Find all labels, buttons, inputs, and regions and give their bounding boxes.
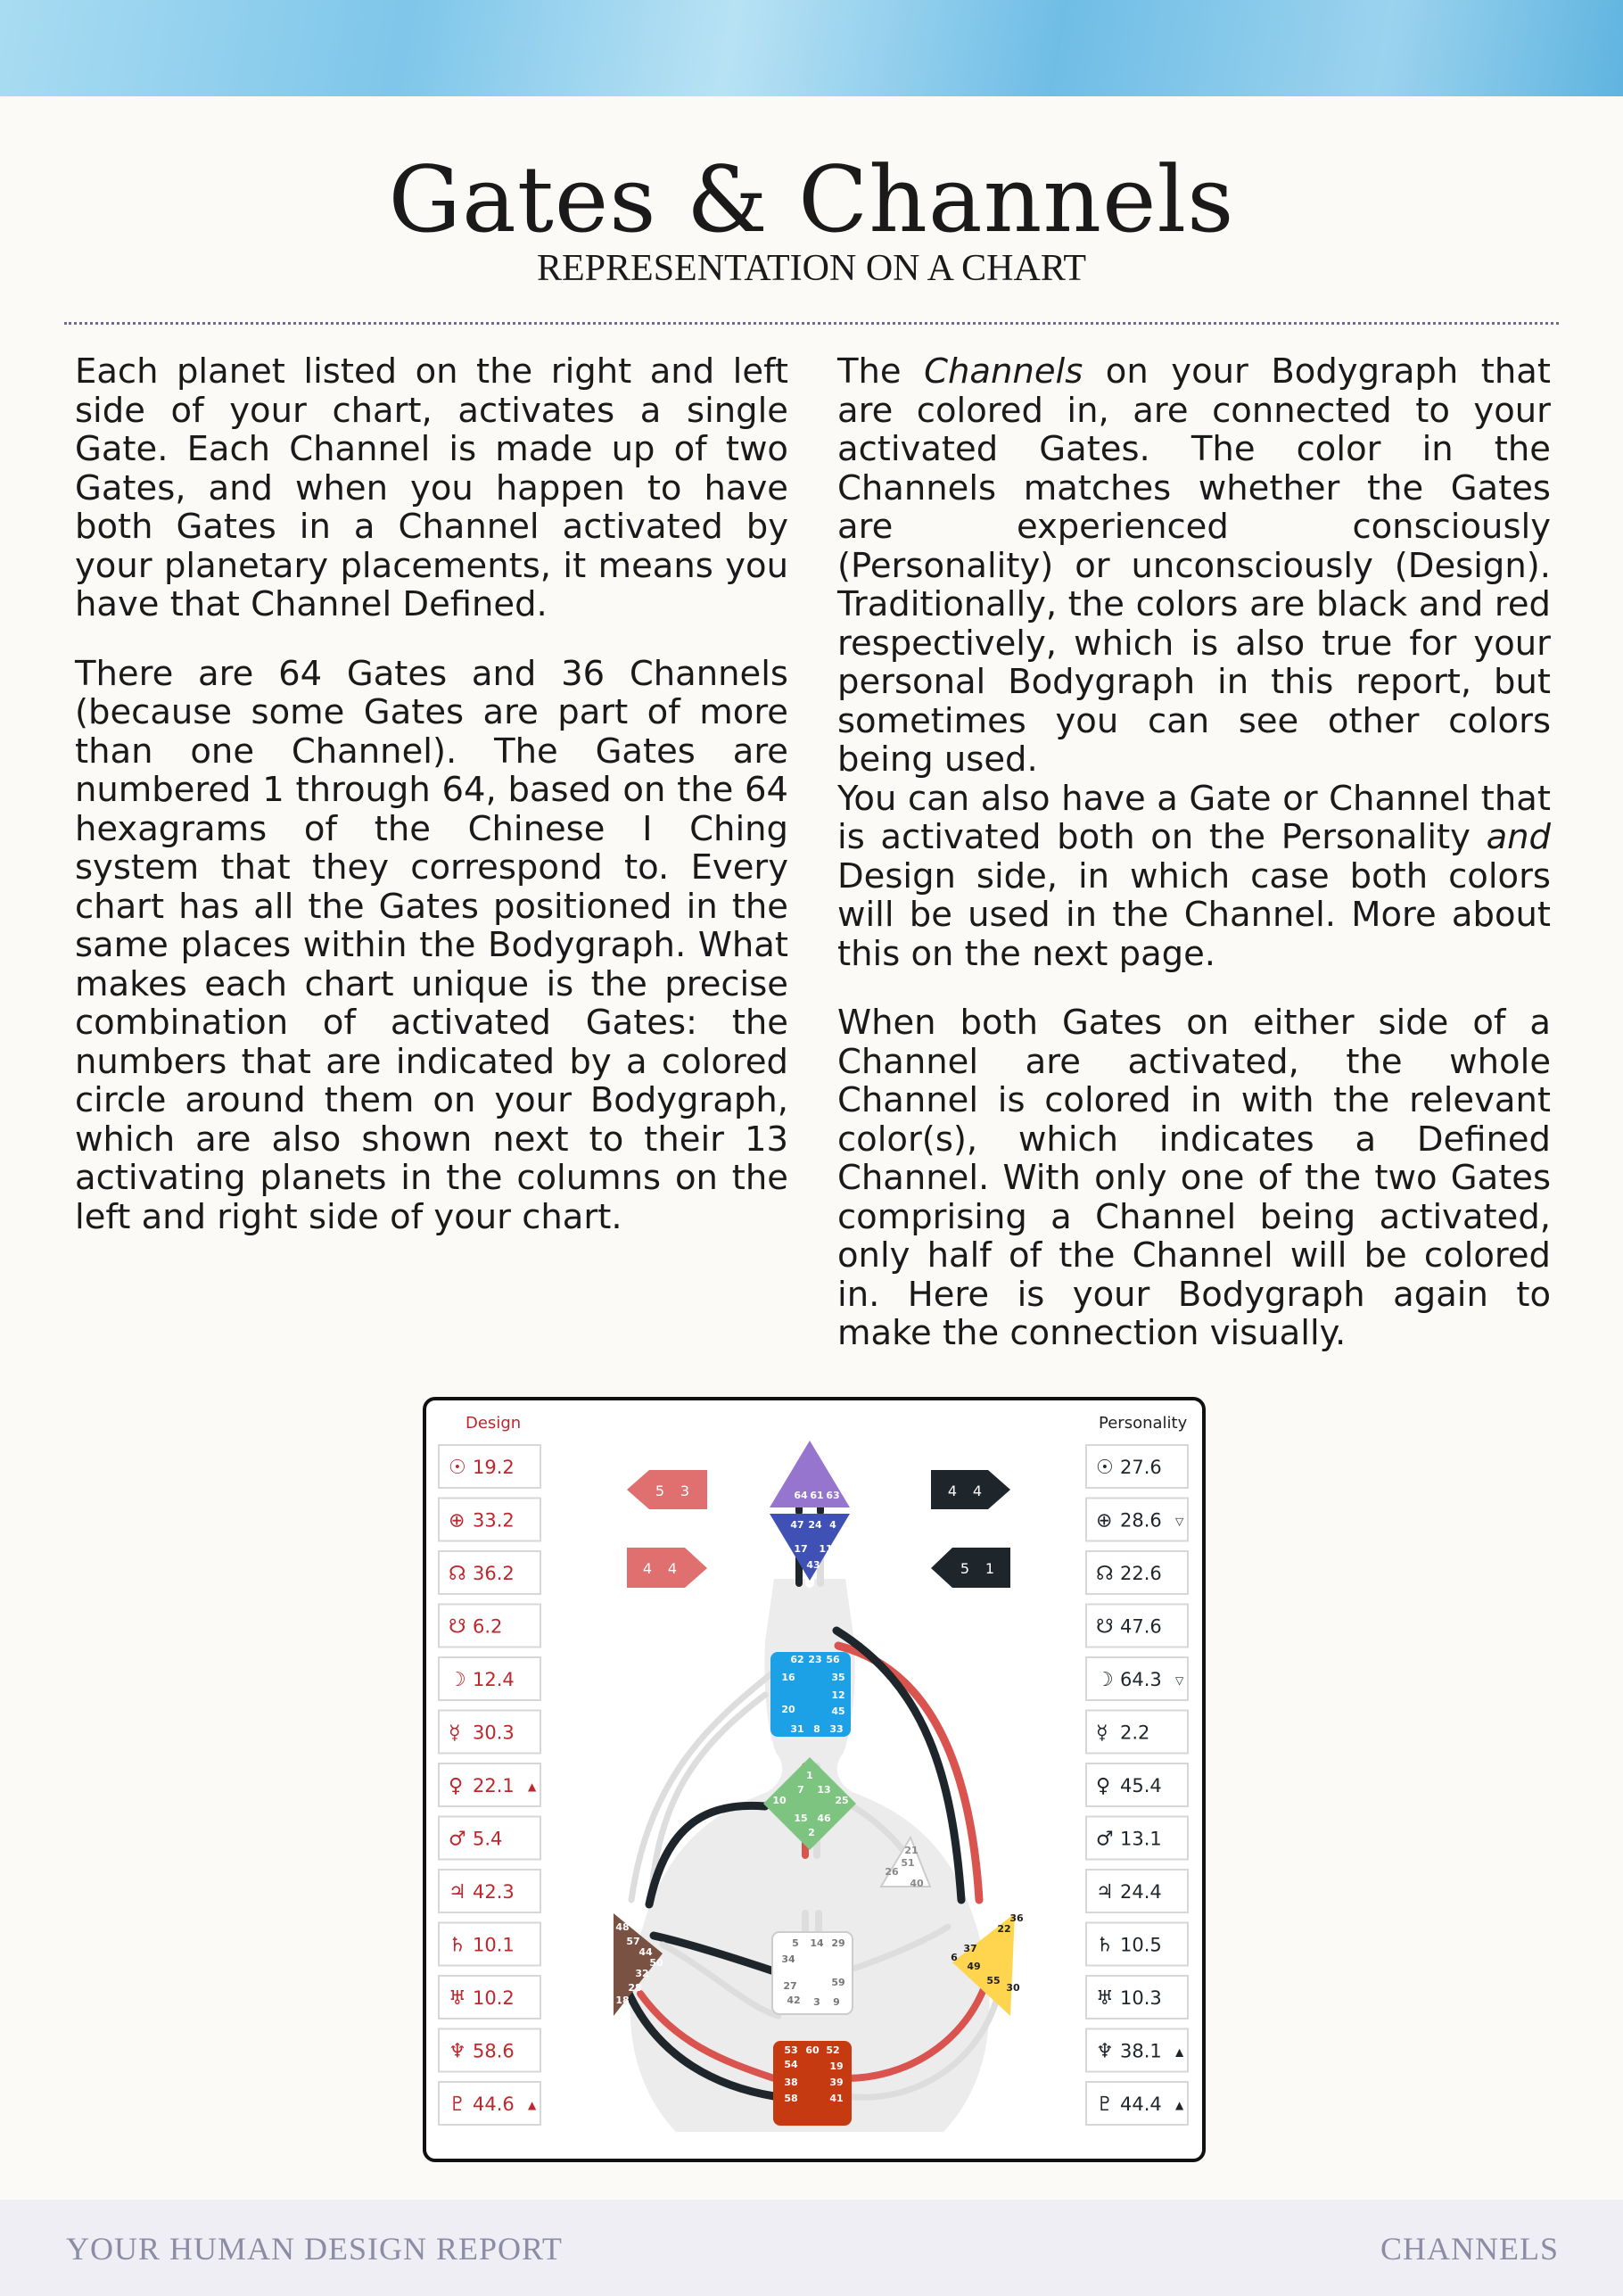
gate-number: 6 bbox=[951, 1952, 958, 1963]
gate-number: 16 bbox=[781, 1672, 795, 1683]
italic-text-run: Channels bbox=[924, 351, 1083, 392]
planet-row bbox=[1086, 1499, 1188, 1541]
gate-number: 2 bbox=[808, 1827, 815, 1838]
north-node-icon: ☊ bbox=[1096, 1563, 1114, 1585]
earth-icon: ⊕ bbox=[1096, 1509, 1113, 1532]
mars-icon: ♂ bbox=[449, 1828, 466, 1851]
planet-row bbox=[1086, 1976, 1188, 2019]
planet-gate-value: 30.3 bbox=[473, 1722, 515, 1744]
gate-number: 5 bbox=[792, 1937, 799, 1949]
planet-gate-value: 27.6 bbox=[1120, 1457, 1162, 1478]
arrow-value: 1 bbox=[985, 1560, 995, 1577]
arrow-top-right bbox=[931, 1470, 1010, 1509]
planet-gate-value: 22.6 bbox=[1120, 1563, 1162, 1584]
text-run: The bbox=[837, 351, 925, 392]
pluto-icon: ♇ bbox=[449, 2094, 466, 2116]
gate-number: 28 bbox=[628, 1982, 642, 1994]
gate-number: 20 bbox=[781, 1704, 795, 1715]
gate-number: 36 bbox=[1009, 1912, 1024, 1924]
planet-gate-value: 44.6 bbox=[473, 2094, 515, 2115]
arrow-value: 3 bbox=[680, 1482, 690, 1499]
south-node-icon: ☋ bbox=[1096, 1615, 1114, 1639]
gate-number: 60 bbox=[805, 2044, 820, 2056]
gate-number: 35 bbox=[831, 1672, 845, 1683]
gate-number: 8 bbox=[813, 1723, 820, 1735]
planet-gate-value: 10.1 bbox=[473, 1934, 515, 1956]
gate-number: 42 bbox=[787, 1995, 801, 2006]
text-run: on your Bodygraph that are colored in, are connected to your activated Gates. The color in the Channels matches whether the Gates are experienced consciously (Personality) or unconsciously (Design). Traditionally, the colors are black and red respectively, which is also true for your personal Bodygraph in this report, but sometimes you can see other colors being used. bbox=[837, 351, 1551, 780]
gate-number: 22 bbox=[997, 1923, 1011, 1935]
gate-number: 21 bbox=[904, 1845, 919, 1856]
page-title: Gates & Channels bbox=[388, 147, 1235, 253]
arrow-value: 5 bbox=[960, 1560, 970, 1577]
gate-number: 23 bbox=[808, 1654, 822, 1665]
gate-number: 50 bbox=[649, 1957, 663, 1969]
right-text-column bbox=[837, 352, 1551, 1383]
planet-row bbox=[439, 1870, 540, 1912]
right-paragraph-1 bbox=[837, 352, 1551, 780]
arrow-value: 4 bbox=[972, 1482, 983, 1499]
footer-section-name: CHANNELS bbox=[1380, 2231, 1559, 2267]
planet-gate-value: 10.5 bbox=[1120, 1934, 1162, 1956]
gate-number: 55 bbox=[986, 1975, 1001, 1986]
arrow-top-left bbox=[627, 1470, 707, 1509]
planet-row bbox=[439, 1976, 540, 2019]
south-node-icon: ☋ bbox=[449, 1615, 466, 1639]
planet-row bbox=[1086, 1870, 1188, 1912]
planet-row bbox=[439, 2029, 540, 2072]
venus-icon: ♀ bbox=[449, 1775, 464, 1797]
pluto-icon: ♇ bbox=[1096, 2094, 1114, 2116]
gate-number: 12 bbox=[831, 1689, 845, 1701]
dotted-divider bbox=[64, 322, 1559, 325]
saturn-icon: ♄ bbox=[449, 1934, 466, 1957]
planet-gate-value: 19.2 bbox=[473, 1457, 515, 1478]
arrow-value: 4 bbox=[642, 1560, 653, 1577]
gate-number: 15 bbox=[794, 1813, 808, 1824]
gate-number: 7 bbox=[797, 1784, 804, 1796]
planet-gate-value: 5.4 bbox=[473, 1828, 503, 1850]
fixing-mark-icon: ▽ bbox=[1175, 1674, 1184, 1687]
gate-number: 13 bbox=[817, 1784, 831, 1796]
gate-number: 3 bbox=[813, 1996, 820, 2008]
gate-number: 39 bbox=[829, 2077, 844, 2088]
planet-row bbox=[439, 1711, 540, 1754]
gate-number: 19 bbox=[829, 2061, 844, 2072]
gate-number: 62 bbox=[790, 1654, 804, 1665]
planet-gate-value: 12.4 bbox=[473, 1669, 515, 1690]
planet-row bbox=[1086, 2029, 1188, 2072]
gate-number: 52 bbox=[826, 2044, 840, 2056]
jupiter-icon: ♃ bbox=[1096, 1881, 1114, 1904]
text-run: Design side, in which case both colors will be used in the Channel. More about this on the next page. bbox=[837, 855, 1551, 974]
design-planet-column bbox=[439, 1445, 540, 2125]
planet-gate-value: 47.6 bbox=[1120, 1615, 1162, 1638]
planet-gate-value: 22.1 bbox=[473, 1775, 515, 1796]
gate-number: 63 bbox=[826, 1490, 840, 1501]
sun-icon: ☉ bbox=[1096, 1457, 1114, 1479]
gate-number: 64 bbox=[794, 1490, 808, 1501]
arrow-value: 4 bbox=[667, 1560, 678, 1577]
gate-number: 41 bbox=[829, 2093, 844, 2104]
italic-text-run: and bbox=[1486, 817, 1551, 857]
venus-icon: ♀ bbox=[1096, 1775, 1111, 1797]
gate-number: 43 bbox=[806, 1559, 820, 1571]
personality-planet-column bbox=[1086, 1445, 1188, 2125]
fixing-mark-icon: ▲ bbox=[1175, 2099, 1184, 2111]
gate-number: 29 bbox=[831, 1937, 845, 1949]
gate-number: 47 bbox=[790, 1519, 804, 1531]
gate-number: 49 bbox=[967, 1961, 981, 1972]
planet-row bbox=[1086, 1445, 1188, 1488]
gate-number: 51 bbox=[901, 1857, 915, 1869]
gate-number: 58 bbox=[784, 2093, 798, 2104]
planet-row bbox=[1086, 1711, 1188, 1754]
neptune-icon: ♆ bbox=[449, 2040, 466, 2063]
bodygraph-svg bbox=[426, 1400, 1202, 2159]
mercury-icon: ☿ bbox=[449, 1722, 461, 1745]
gate-number: 11 bbox=[819, 1543, 833, 1555]
fixing-mark-icon: ▲ bbox=[1175, 2045, 1184, 2059]
gate-number: 31 bbox=[790, 1723, 804, 1735]
footer-report-title: YOUR HUMAN DESIGN REPORT bbox=[66, 2231, 563, 2267]
right-paragraph-3: When both Gates on either side of a Channel are activated, the whole Channel is colored in with the relevant color(s), which indicates a Defined Channel. With only one of the two Gates comprising a Channel being activated, only half of the Channel will be colored in. Here is your Bodygraph again to make the connection visually. bbox=[837, 1003, 1551, 1353]
saturn-icon: ♄ bbox=[1096, 1934, 1114, 1957]
gate-number: 27 bbox=[783, 1980, 797, 1992]
planet-gate-value: 58.6 bbox=[473, 2040, 515, 2062]
sun-icon: ☉ bbox=[449, 1457, 466, 1479]
planet-row bbox=[439, 1551, 540, 1594]
planet-row bbox=[439, 1817, 540, 1860]
mars-icon: ♂ bbox=[1096, 1828, 1114, 1851]
gate-number: 33 bbox=[829, 1723, 844, 1735]
planet-row bbox=[1086, 1817, 1188, 1860]
gate-number: 53 bbox=[784, 2044, 798, 2056]
gate-number: 26 bbox=[885, 1866, 899, 1878]
right-paragraph-2 bbox=[837, 780, 1551, 974]
personality-column-label: Personality bbox=[1099, 1414, 1188, 1433]
gate-number: 24 bbox=[808, 1519, 822, 1531]
planet-row bbox=[1086, 2082, 1188, 2125]
gate-number: 9 bbox=[833, 1996, 840, 2008]
gate-number: 46 bbox=[817, 1813, 831, 1824]
planet-row bbox=[439, 1445, 540, 1488]
page-subtitle: REPRESENTATION ON A CHART bbox=[537, 248, 1086, 289]
planet-row bbox=[439, 1499, 540, 1541]
planet-gate-value: 10.3 bbox=[1120, 1987, 1162, 2009]
gate-number: 56 bbox=[826, 1654, 840, 1665]
planet-gate-value: 44.4 bbox=[1120, 2094, 1162, 2115]
gate-number: 18 bbox=[615, 1995, 630, 2006]
planet-gate-value: 2.2 bbox=[1120, 1722, 1150, 1744]
arrow-value: 5 bbox=[655, 1482, 665, 1499]
uranus-icon: ♅ bbox=[1096, 1987, 1114, 2010]
neptune-icon: ♆ bbox=[1096, 2040, 1114, 2063]
gate-number: 40 bbox=[910, 1878, 924, 1889]
planet-gate-value: 36.2 bbox=[473, 1563, 515, 1584]
gate-number: 54 bbox=[784, 2059, 798, 2070]
moon-icon: ☽ bbox=[449, 1669, 466, 1691]
bodygraph-chart bbox=[423, 1397, 1206, 2162]
planet-row bbox=[439, 1923, 540, 1966]
planet-gate-value: 64.3 bbox=[1120, 1669, 1162, 1690]
planet-gate-value: 24.4 bbox=[1120, 1881, 1162, 1903]
gate-number: 4 bbox=[829, 1519, 836, 1531]
planet-gate-value: 6.2 bbox=[473, 1615, 503, 1638]
gate-number: 45 bbox=[831, 1705, 845, 1717]
planet-gate-value: 38.1 bbox=[1120, 2040, 1162, 2062]
left-paragraph-2: There are 64 Gates and 36 Channels (because some Gates are part of more than one Channel). The Gates are numbered 1 through 64, based on the 64 hexagrams of the Chinese I Ching system that they correspond to. Every chart has all the Gates positioned in the same places within the Bodygraph. What makes each chart unique is the precise combination of activated Gates: the numbers that are indicated by a colored circle around them on your Bodygraph, which are also shown next to their 13 activating planets in the columns on the left and right side of your chart. bbox=[75, 653, 788, 1237]
earth-icon: ⊕ bbox=[449, 1509, 465, 1532]
gate-number: 37 bbox=[963, 1943, 977, 1954]
planet-row bbox=[439, 1605, 540, 1648]
uranus-icon: ♅ bbox=[449, 1987, 466, 2010]
design-column-label: Design bbox=[465, 1414, 522, 1433]
gate-number: 30 bbox=[1006, 1982, 1020, 1994]
planet-gate-value: 42.3 bbox=[473, 1881, 515, 1903]
gate-number: 1 bbox=[806, 1770, 813, 1781]
gate-number: 48 bbox=[615, 1921, 630, 1933]
planet-row bbox=[1086, 1657, 1188, 1700]
arrow-value: 4 bbox=[947, 1482, 958, 1499]
planet-row bbox=[1086, 1605, 1188, 1648]
jupiter-icon: ♃ bbox=[449, 1881, 466, 1904]
fixing-mark-icon: ▲ bbox=[528, 1780, 537, 1793]
gate-number: 32 bbox=[635, 1968, 649, 1979]
planet-gate-value: 10.2 bbox=[473, 1987, 515, 2009]
planet-row bbox=[1086, 1763, 1188, 1806]
left-text-column bbox=[75, 352, 788, 1267]
moon-icon: ☽ bbox=[1096, 1669, 1114, 1691]
gate-number: 17 bbox=[794, 1543, 808, 1555]
north-node-icon: ☊ bbox=[449, 1563, 466, 1585]
fixing-mark-icon: ▲ bbox=[528, 2099, 537, 2111]
gate-number: 14 bbox=[810, 1937, 824, 1949]
planet-row bbox=[1086, 1551, 1188, 1594]
planet-row bbox=[439, 1763, 540, 1806]
gate-number: 34 bbox=[781, 1953, 795, 1965]
fixing-mark-icon: ▽ bbox=[1175, 1515, 1184, 1528]
gate-number: 59 bbox=[831, 1977, 845, 1988]
arrow-mid-left bbox=[627, 1548, 707, 1588]
gate-number: 44 bbox=[638, 1946, 653, 1958]
left-paragraph-1: Each planet listed on the right and left side of your chart, activates a single Gate. Each Channel is made up of two Gates, and when you happen to have both Gates in a Channel activated by your planetary placements, it means you have that Channel Defined. bbox=[75, 351, 788, 624]
planet-gate-value: 13.1 bbox=[1120, 1828, 1162, 1850]
planet-row bbox=[439, 2082, 540, 2125]
mercury-icon: ☿ bbox=[1096, 1722, 1108, 1745]
gate-number: 38 bbox=[784, 2077, 798, 2088]
planet-gate-value: 45.4 bbox=[1120, 1775, 1162, 1796]
planet-gate-value: 28.6 bbox=[1120, 1509, 1162, 1532]
gate-number: 57 bbox=[626, 1936, 640, 1947]
planet-row bbox=[1086, 1923, 1188, 1966]
footer-bar bbox=[0, 2200, 1623, 2296]
header-banner bbox=[0, 0, 1623, 96]
gate-number: 10 bbox=[772, 1795, 787, 1806]
text-run: You can also have a Gate or Channel that is activated both on the Personality bbox=[837, 778, 1551, 857]
gate-number: 61 bbox=[810, 1490, 824, 1501]
gate-number: 25 bbox=[835, 1795, 849, 1806]
planet-row bbox=[439, 1657, 540, 1700]
planet-gate-value: 33.2 bbox=[473, 1509, 515, 1532]
arrow-mid-right bbox=[931, 1548, 1010, 1588]
